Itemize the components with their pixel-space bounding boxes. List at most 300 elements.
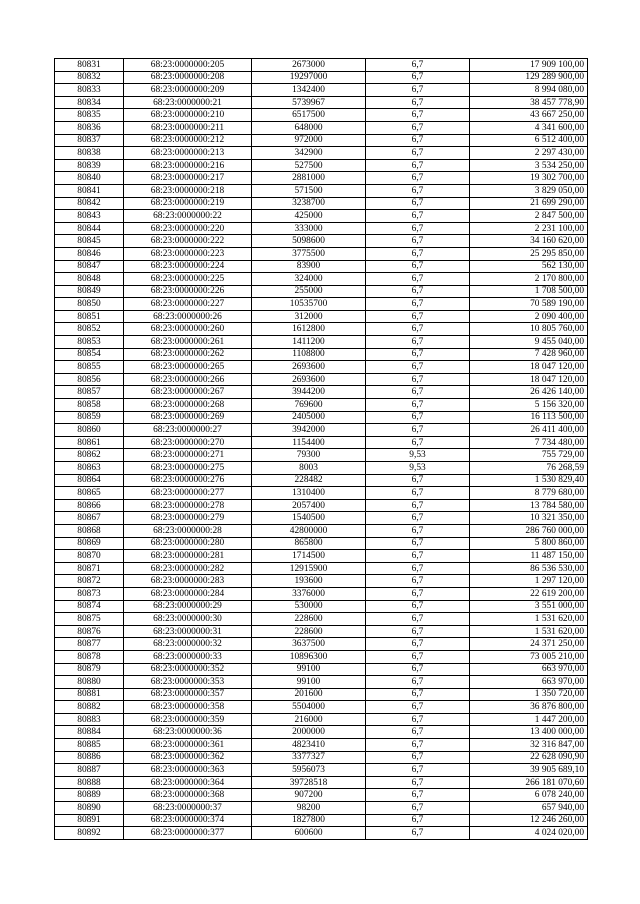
table-row bbox=[55, 121, 588, 134]
area-cell: 1714500 bbox=[252, 550, 366, 563]
cadastral-number-cell: 68:23:0000000:32 bbox=[124, 638, 252, 651]
amount-cell: 73 005 210,00 bbox=[470, 650, 588, 663]
rate-cell: 6,7 bbox=[366, 399, 470, 412]
table-row bbox=[55, 462, 588, 475]
row-number-cell: 80866 bbox=[55, 499, 124, 512]
table-row bbox=[55, 348, 588, 361]
cadastral-number-cell: 68:23:0000000:352 bbox=[124, 663, 252, 676]
area-cell: 3775500 bbox=[252, 247, 366, 260]
rate-cell: 6,7 bbox=[366, 537, 470, 550]
row-number-cell: 80838 bbox=[55, 147, 124, 160]
area-cell: 39728518 bbox=[252, 776, 366, 789]
area-cell: 193600 bbox=[252, 575, 366, 588]
amount-cell: 2 847 500,00 bbox=[470, 210, 588, 223]
area-cell: 5956073 bbox=[252, 764, 366, 777]
rate-cell: 6,7 bbox=[366, 260, 470, 273]
row-number-cell: 80863 bbox=[55, 462, 124, 475]
cadastral-number-cell: 68:23:0000000:30 bbox=[124, 613, 252, 626]
amount-cell: 18 047 120,00 bbox=[470, 373, 588, 386]
table-row bbox=[55, 298, 588, 311]
cadastral-number-cell: 68:23:0000000:265 bbox=[124, 361, 252, 374]
table-row bbox=[55, 260, 588, 273]
cadastral-number-cell: 68:23:0000000:219 bbox=[124, 197, 252, 210]
area-cell: 1310400 bbox=[252, 487, 366, 500]
row-number-cell: 80872 bbox=[55, 575, 124, 588]
area-cell: 8003 bbox=[252, 462, 366, 475]
rate-cell: 6,7 bbox=[366, 96, 470, 109]
cadastral-number-cell: 68:23:0000000:276 bbox=[124, 474, 252, 487]
area-cell: 42800000 bbox=[252, 524, 366, 537]
table-row bbox=[55, 336, 588, 349]
area-cell: 1154400 bbox=[252, 436, 366, 449]
cadastral-number-cell: 68:23:0000000:362 bbox=[124, 751, 252, 764]
table-row bbox=[55, 386, 588, 399]
table-row bbox=[55, 663, 588, 676]
area-cell: 3942000 bbox=[252, 424, 366, 437]
cadastral-number-cell: 68:23:0000000:225 bbox=[124, 273, 252, 286]
rate-cell: 6,7 bbox=[366, 235, 470, 248]
area-cell: 99100 bbox=[252, 676, 366, 689]
row-number-cell: 80855 bbox=[55, 361, 124, 374]
row-number-cell: 80849 bbox=[55, 285, 124, 298]
row-number-cell: 80873 bbox=[55, 587, 124, 600]
table-row bbox=[55, 210, 588, 223]
amount-cell: 39 905 689,10 bbox=[470, 764, 588, 777]
amount-cell: 8 994 080,00 bbox=[470, 84, 588, 97]
cadastral-number-cell: 68:23:0000000:205 bbox=[124, 59, 252, 72]
cadastral-number-cell: 68:23:0000000:275 bbox=[124, 462, 252, 475]
amount-cell: 2 090 400,00 bbox=[470, 310, 588, 323]
row-number-cell: 80887 bbox=[55, 764, 124, 777]
rate-cell: 6,7 bbox=[366, 789, 470, 802]
table-row bbox=[55, 172, 588, 185]
amount-cell: 18 047 120,00 bbox=[470, 361, 588, 374]
cadastral-number-cell: 68:23:0000000:283 bbox=[124, 575, 252, 588]
amount-cell: 663 970,00 bbox=[470, 663, 588, 676]
amount-cell: 10 321 350,00 bbox=[470, 512, 588, 525]
row-number-cell: 80890 bbox=[55, 802, 124, 815]
table-row bbox=[55, 285, 588, 298]
area-cell: 83900 bbox=[252, 260, 366, 273]
rate-cell: 6,7 bbox=[366, 587, 470, 600]
cadastral-number-cell: 68:23:0000000:262 bbox=[124, 348, 252, 361]
amount-cell: 5 156 320,00 bbox=[470, 399, 588, 412]
area-cell: 324000 bbox=[252, 273, 366, 286]
table-row bbox=[55, 323, 588, 336]
row-number-cell: 80867 bbox=[55, 512, 124, 525]
table-row bbox=[55, 575, 588, 588]
amount-cell: 38 457 778,90 bbox=[470, 96, 588, 109]
rate-cell: 6,7 bbox=[366, 701, 470, 714]
area-cell: 865800 bbox=[252, 537, 366, 550]
table-row bbox=[55, 600, 588, 613]
amount-cell: 2 170 800,00 bbox=[470, 273, 588, 286]
area-cell: 312000 bbox=[252, 310, 366, 323]
amount-cell: 1 530 829,40 bbox=[470, 474, 588, 487]
rate-cell: 6,7 bbox=[366, 827, 470, 840]
amount-cell: 3 829 050,00 bbox=[470, 184, 588, 197]
amount-cell: 26 411 400,00 bbox=[470, 424, 588, 437]
table-row bbox=[55, 424, 588, 437]
area-cell: 3238700 bbox=[252, 197, 366, 210]
amount-cell: 43 667 250,00 bbox=[470, 109, 588, 122]
area-cell: 1612800 bbox=[252, 323, 366, 336]
area-cell: 600600 bbox=[252, 827, 366, 840]
amount-cell: 5 800 860,00 bbox=[470, 537, 588, 550]
amount-cell: 70 589 190,00 bbox=[470, 298, 588, 311]
cadastral-number-cell: 68:23:0000000:216 bbox=[124, 159, 252, 172]
cadastral-number-cell: 68:23:0000000:353 bbox=[124, 676, 252, 689]
cadastral-number-cell: 68:23:0000000:22 bbox=[124, 210, 252, 223]
amount-cell: 663 970,00 bbox=[470, 676, 588, 689]
table-row bbox=[55, 84, 588, 97]
table-row bbox=[55, 802, 588, 815]
rate-cell: 6,7 bbox=[366, 184, 470, 197]
area-cell: 3376000 bbox=[252, 587, 366, 600]
table-row bbox=[55, 71, 588, 84]
cadastral-number-cell: 68:23:0000000:227 bbox=[124, 298, 252, 311]
cadastral-number-cell: 68:23:0000000:266 bbox=[124, 373, 252, 386]
row-number-cell: 80879 bbox=[55, 663, 124, 676]
amount-cell: 4 341 600,00 bbox=[470, 121, 588, 134]
area-cell: 1540500 bbox=[252, 512, 366, 525]
area-cell: 2405000 bbox=[252, 411, 366, 424]
row-number-cell: 80857 bbox=[55, 386, 124, 399]
table-row bbox=[55, 134, 588, 147]
area-cell: 2000000 bbox=[252, 726, 366, 739]
area-cell: 2057400 bbox=[252, 499, 366, 512]
table-row bbox=[55, 159, 588, 172]
rate-cell: 6,7 bbox=[366, 613, 470, 626]
table-body bbox=[55, 59, 588, 840]
rate-cell: 6,7 bbox=[366, 71, 470, 84]
table-row bbox=[55, 399, 588, 412]
area-cell: 6517500 bbox=[252, 109, 366, 122]
rate-cell: 6,7 bbox=[366, 713, 470, 726]
row-number-cell: 80841 bbox=[55, 184, 124, 197]
cadastral-number-cell: 68:23:0000000:208 bbox=[124, 71, 252, 84]
rate-cell: 6,7 bbox=[366, 751, 470, 764]
row-number-cell: 80892 bbox=[55, 827, 124, 840]
table-row bbox=[55, 373, 588, 386]
area-cell: 571500 bbox=[252, 184, 366, 197]
amount-cell: 13 400 000,00 bbox=[470, 726, 588, 739]
row-number-cell: 80875 bbox=[55, 613, 124, 626]
rate-cell: 6,7 bbox=[366, 436, 470, 449]
row-number-cell: 80865 bbox=[55, 487, 124, 500]
area-cell: 333000 bbox=[252, 222, 366, 235]
area-cell: 5098600 bbox=[252, 235, 366, 248]
amount-cell: 7 734 480,00 bbox=[470, 436, 588, 449]
rate-cell: 6,7 bbox=[366, 688, 470, 701]
rate-cell: 6,7 bbox=[366, 285, 470, 298]
row-number-cell: 80832 bbox=[55, 71, 124, 84]
area-cell: 1108800 bbox=[252, 348, 366, 361]
row-number-cell: 80877 bbox=[55, 638, 124, 651]
rate-cell: 6,7 bbox=[366, 273, 470, 286]
amount-cell: 2 297 430,00 bbox=[470, 147, 588, 160]
cadastral-number-cell: 68:23:0000000:270 bbox=[124, 436, 252, 449]
cadastral-number-cell: 68:23:0000000:358 bbox=[124, 701, 252, 714]
cadastral-number-cell: 68:23:0000000:28 bbox=[124, 524, 252, 537]
area-cell: 342900 bbox=[252, 147, 366, 160]
rate-cell: 6,7 bbox=[366, 776, 470, 789]
rate-cell: 6,7 bbox=[366, 764, 470, 777]
row-number-cell: 80840 bbox=[55, 172, 124, 185]
row-number-cell: 80851 bbox=[55, 310, 124, 323]
rate-cell: 6,7 bbox=[366, 298, 470, 311]
table-row bbox=[55, 59, 588, 72]
area-cell: 1411200 bbox=[252, 336, 366, 349]
cadastral-number-cell: 68:23:0000000:209 bbox=[124, 84, 252, 97]
amount-cell: 1 531 620,00 bbox=[470, 613, 588, 626]
row-number-cell: 80864 bbox=[55, 474, 124, 487]
cadastral-number-cell: 68:23:0000000:268 bbox=[124, 399, 252, 412]
row-number-cell: 80878 bbox=[55, 650, 124, 663]
rate-cell: 6,7 bbox=[366, 625, 470, 638]
cadastral-number-cell: 68:23:0000000:36 bbox=[124, 726, 252, 739]
area-cell: 972000 bbox=[252, 134, 366, 147]
table-row bbox=[55, 436, 588, 449]
amount-cell: 129 289 900,00 bbox=[470, 71, 588, 84]
row-number-cell: 80839 bbox=[55, 159, 124, 172]
cadastral-number-cell: 68:23:0000000:279 bbox=[124, 512, 252, 525]
table-row bbox=[55, 701, 588, 714]
cadastral-number-cell: 68:23:0000000:210 bbox=[124, 109, 252, 122]
row-number-cell: 80848 bbox=[55, 273, 124, 286]
row-number-cell: 80870 bbox=[55, 550, 124, 563]
row-number-cell: 80850 bbox=[55, 298, 124, 311]
rate-cell: 6,7 bbox=[366, 739, 470, 752]
cadastral-number-cell: 68:23:0000000:26 bbox=[124, 310, 252, 323]
rate-cell: 6,7 bbox=[366, 147, 470, 160]
row-number-cell: 80860 bbox=[55, 424, 124, 437]
area-cell: 5739967 bbox=[252, 96, 366, 109]
rate-cell: 6,7 bbox=[366, 676, 470, 689]
row-number-cell: 80836 bbox=[55, 121, 124, 134]
amount-cell: 10 805 760,00 bbox=[470, 323, 588, 336]
cadastral-number-cell: 68:23:0000000:260 bbox=[124, 323, 252, 336]
rate-cell: 6,7 bbox=[366, 84, 470, 97]
area-cell: 907200 bbox=[252, 789, 366, 802]
row-number-cell: 80856 bbox=[55, 373, 124, 386]
amount-cell: 36 876 800,00 bbox=[470, 701, 588, 714]
table-row bbox=[55, 713, 588, 726]
cadastral-number-cell: 68:23:0000000:29 bbox=[124, 600, 252, 613]
cadastral-value-table bbox=[54, 58, 588, 840]
rate-cell: 6,7 bbox=[366, 134, 470, 147]
amount-cell: 3 551 000,00 bbox=[470, 600, 588, 613]
area-cell: 1827800 bbox=[252, 814, 366, 827]
cadastral-number-cell: 68:23:0000000:217 bbox=[124, 172, 252, 185]
table-row bbox=[55, 524, 588, 537]
amount-cell: 7 428 960,00 bbox=[470, 348, 588, 361]
cadastral-number-cell: 68:23:0000000:222 bbox=[124, 235, 252, 248]
amount-cell: 17 909 100,00 bbox=[470, 59, 588, 72]
amount-cell: 6 078 240,00 bbox=[470, 789, 588, 802]
row-number-cell: 80885 bbox=[55, 739, 124, 752]
area-cell: 216000 bbox=[252, 713, 366, 726]
table-row bbox=[55, 638, 588, 651]
rate-cell: 6,7 bbox=[366, 814, 470, 827]
rate-cell: 6,7 bbox=[366, 222, 470, 235]
amount-cell: 1 708 500,00 bbox=[470, 285, 588, 298]
table-row bbox=[55, 789, 588, 802]
row-number-cell: 80845 bbox=[55, 235, 124, 248]
amount-cell: 16 113 500,00 bbox=[470, 411, 588, 424]
rate-cell: 6,7 bbox=[366, 361, 470, 374]
area-cell: 19297000 bbox=[252, 71, 366, 84]
row-number-cell: 80833 bbox=[55, 84, 124, 97]
cadastral-number-cell: 68:23:0000000:220 bbox=[124, 222, 252, 235]
area-cell: 4823410 bbox=[252, 739, 366, 752]
rate-cell: 6,7 bbox=[366, 336, 470, 349]
row-number-cell: 80889 bbox=[55, 789, 124, 802]
amount-cell: 21 699 290,00 bbox=[470, 197, 588, 210]
amount-cell: 1 350 720,00 bbox=[470, 688, 588, 701]
amount-cell: 13 784 580,00 bbox=[470, 499, 588, 512]
amount-cell: 2 231 100,00 bbox=[470, 222, 588, 235]
area-cell: 10896300 bbox=[252, 650, 366, 663]
table-row bbox=[55, 739, 588, 752]
rate-cell: 6,7 bbox=[366, 210, 470, 223]
amount-cell: 34 160 620,00 bbox=[470, 235, 588, 248]
row-number-cell: 80844 bbox=[55, 222, 124, 235]
cadastral-number-cell: 68:23:0000000:27 bbox=[124, 424, 252, 437]
amount-cell: 19 302 700,00 bbox=[470, 172, 588, 185]
row-number-cell: 80883 bbox=[55, 713, 124, 726]
amount-cell: 3 534 250,00 bbox=[470, 159, 588, 172]
cadastral-number-cell: 68:23:0000000:261 bbox=[124, 336, 252, 349]
table-row bbox=[55, 726, 588, 739]
table-row bbox=[55, 273, 588, 286]
table-row bbox=[55, 814, 588, 827]
rate-cell: 6,7 bbox=[366, 487, 470, 500]
row-number-cell: 80831 bbox=[55, 59, 124, 72]
cadastral-number-cell: 68:23:0000000:361 bbox=[124, 739, 252, 752]
rate-cell: 6,7 bbox=[366, 512, 470, 525]
rate-cell: 6,7 bbox=[366, 524, 470, 537]
cadastral-number-cell: 68:23:0000000:31 bbox=[124, 625, 252, 638]
row-number-cell: 80891 bbox=[55, 814, 124, 827]
cadastral-number-cell: 68:23:0000000:284 bbox=[124, 587, 252, 600]
amount-cell: 4 024 020,00 bbox=[470, 827, 588, 840]
rate-cell: 6,7 bbox=[366, 172, 470, 185]
row-number-cell: 80876 bbox=[55, 625, 124, 638]
row-number-cell: 80858 bbox=[55, 399, 124, 412]
table-row bbox=[55, 499, 588, 512]
table-row bbox=[55, 688, 588, 701]
table-row bbox=[55, 235, 588, 248]
area-cell: 99100 bbox=[252, 663, 366, 676]
rate-cell: 6,7 bbox=[366, 159, 470, 172]
amount-cell: 286 760 000,00 bbox=[470, 524, 588, 537]
cadastral-number-cell: 68:23:0000000:363 bbox=[124, 764, 252, 777]
table-row bbox=[55, 764, 588, 777]
cadastral-number-cell: 68:23:0000000:218 bbox=[124, 184, 252, 197]
table-row bbox=[55, 449, 588, 462]
row-number-cell: 80886 bbox=[55, 751, 124, 764]
rate-cell: 6,7 bbox=[366, 575, 470, 588]
table-row bbox=[55, 109, 588, 122]
table-row bbox=[55, 512, 588, 525]
amount-cell: 9 455 040,00 bbox=[470, 336, 588, 349]
row-number-cell: 80871 bbox=[55, 562, 124, 575]
cadastral-number-cell: 68:23:0000000:281 bbox=[124, 550, 252, 563]
row-number-cell: 80874 bbox=[55, 600, 124, 613]
rate-cell: 6,7 bbox=[366, 650, 470, 663]
row-number-cell: 80843 bbox=[55, 210, 124, 223]
area-cell: 3637500 bbox=[252, 638, 366, 651]
amount-cell: 266 181 070,60 bbox=[470, 776, 588, 789]
table-row bbox=[55, 487, 588, 500]
rate-cell: 9,53 bbox=[366, 462, 470, 475]
rate-cell: 6,7 bbox=[366, 474, 470, 487]
cadastral-number-cell: 68:23:0000000:377 bbox=[124, 827, 252, 840]
table-row bbox=[55, 147, 588, 160]
table-row bbox=[55, 184, 588, 197]
table-row bbox=[55, 776, 588, 789]
rate-cell: 9,53 bbox=[366, 449, 470, 462]
cadastral-number-cell: 68:23:0000000:364 bbox=[124, 776, 252, 789]
amount-cell: 1 447 200,00 bbox=[470, 713, 588, 726]
cadastral-number-cell: 68:23:0000000:212 bbox=[124, 134, 252, 147]
row-number-cell: 80888 bbox=[55, 776, 124, 789]
table-row bbox=[55, 96, 588, 109]
row-number-cell: 80861 bbox=[55, 436, 124, 449]
amount-cell: 562 130,00 bbox=[470, 260, 588, 273]
area-cell: 530000 bbox=[252, 600, 366, 613]
amount-cell: 755 729,00 bbox=[470, 449, 588, 462]
cadastral-number-cell: 68:23:0000000:277 bbox=[124, 487, 252, 500]
cadastral-number-cell: 68:23:0000000:226 bbox=[124, 285, 252, 298]
rate-cell: 6,7 bbox=[366, 197, 470, 210]
area-cell: 201600 bbox=[252, 688, 366, 701]
cadastral-number-cell: 68:23:0000000:278 bbox=[124, 499, 252, 512]
row-number-cell: 80859 bbox=[55, 411, 124, 424]
rate-cell: 6,7 bbox=[366, 663, 470, 676]
cadastral-number-cell: 68:23:0000000:374 bbox=[124, 814, 252, 827]
amount-cell: 1 531 620,00 bbox=[470, 625, 588, 638]
table-row bbox=[55, 676, 588, 689]
amount-cell: 22 619 200,00 bbox=[470, 587, 588, 600]
area-cell: 228600 bbox=[252, 625, 366, 638]
table-row bbox=[55, 310, 588, 323]
row-number-cell: 80882 bbox=[55, 701, 124, 714]
area-cell: 648000 bbox=[252, 121, 366, 134]
table-row bbox=[55, 562, 588, 575]
row-number-cell: 80847 bbox=[55, 260, 124, 273]
amount-cell: 12 246 260,00 bbox=[470, 814, 588, 827]
table-row bbox=[55, 625, 588, 638]
table-row bbox=[55, 197, 588, 210]
rate-cell: 6,7 bbox=[366, 121, 470, 134]
row-number-cell: 80884 bbox=[55, 726, 124, 739]
table-row bbox=[55, 650, 588, 663]
amount-cell: 32 316 847,00 bbox=[470, 739, 588, 752]
row-number-cell: 80835 bbox=[55, 109, 124, 122]
cadastral-number-cell: 68:23:0000000:280 bbox=[124, 537, 252, 550]
row-number-cell: 80842 bbox=[55, 197, 124, 210]
area-cell: 228482 bbox=[252, 474, 366, 487]
cadastral-number-cell: 68:23:0000000:21 bbox=[124, 96, 252, 109]
cadastral-number-cell: 68:23:0000000:282 bbox=[124, 562, 252, 575]
area-cell: 2693600 bbox=[252, 373, 366, 386]
amount-cell: 11 487 150,00 bbox=[470, 550, 588, 563]
rate-cell: 6,7 bbox=[366, 386, 470, 399]
cadastral-number-cell: 68:23:0000000:213 bbox=[124, 147, 252, 160]
table-row bbox=[55, 222, 588, 235]
